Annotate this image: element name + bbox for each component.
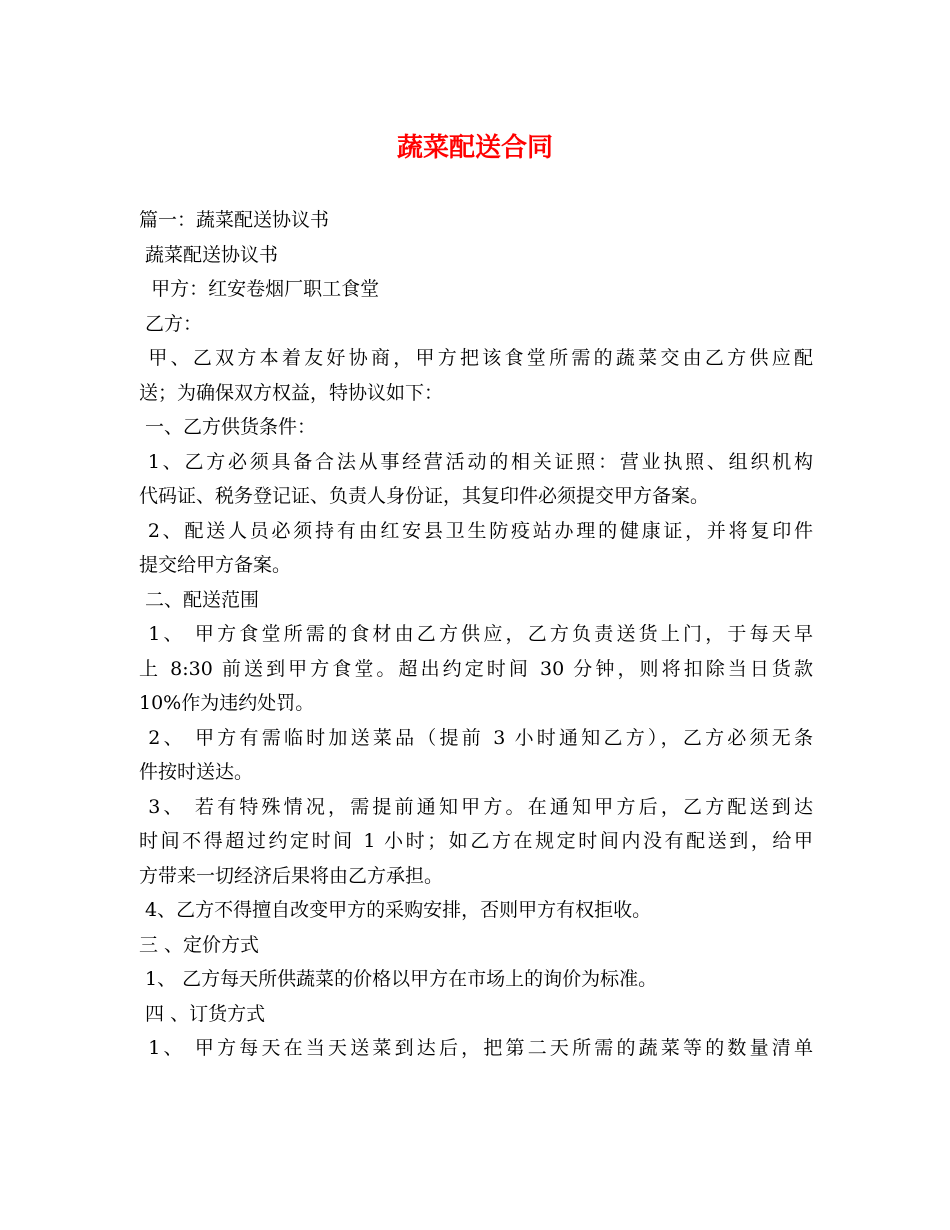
- document-title: 蔬菜配送合同: [396, 133, 553, 163]
- paragraph-line: 三 、定价方式: [139, 933, 260, 956]
- paragraph-line: 提交给甲方备案。: [139, 554, 292, 576]
- document-body: [139, 203, 813, 1066]
- paragraph-line: 蔬菜配送协议书: [139, 243, 279, 266]
- paragraph-line: 2、 甲方有需临时加送菜品（提前 3 小时通知乙方），乙方必须无条: [139, 726, 813, 749]
- paragraph-line: 1、乙方必须具备合法从事经营活动的相关证照：营业执照、组织机构: [139, 450, 813, 473]
- paragraph-line: 10%作为违约处罚。: [139, 692, 315, 714]
- paragraph-line: 四 、订货方式: [139, 1002, 266, 1025]
- paragraph-line: 一、乙方供货条件：: [139, 416, 317, 438]
- paragraph-line: 二、配送范围: [139, 588, 260, 611]
- paragraph-line: 甲、乙双方本着友好协商，甲方把该食堂所需的蔬菜交由乙方供应配: [139, 347, 813, 369]
- paragraph-line: 上 8:30 前送到甲方食堂。超出约定时间 30 分钟，则将扣除当日货款: [139, 657, 813, 680]
- paragraph-line: 1、 甲方食堂所需的食材由乙方供应，乙方负责送货上门，于每天早: [139, 623, 813, 645]
- paragraph-line: 方带来一切经济后果将由乙方承担。: [139, 864, 444, 887]
- paragraph-line: 4、乙方不得擅自改变甲方的采购安排，否则甲方有权拒收。: [139, 899, 652, 921]
- paragraph-line: 2、配送人员必须持有由红安县卫生防疫站办理的健康证，并将复印件: [139, 519, 813, 542]
- paragraph-line: 代码证、税务登记证、负责人身份证，其复印件必须提交甲方备案。: [139, 485, 710, 507]
- paragraph-line: 1、 甲方每天在当天送菜到达后，把第二天所需的蔬菜等的数量清单: [139, 1037, 813, 1059]
- paragraph-line: 篇一：蔬菜配送协议书: [139, 209, 330, 231]
- paragraph-line: 时间不得超过约定时间 1 小时；如乙方在规定时间内没有配送到，给甲: [139, 830, 813, 852]
- paragraph-line: 甲方：红安卷烟厂职工食堂: [139, 278, 380, 300]
- paragraph-line: 3、 若有特殊情况，需提前通知甲方。在通知甲方后，乙方配送到达: [139, 795, 813, 818]
- paragraph-line: 件按时送达。: [139, 761, 254, 783]
- paragraph-line: 乙方：: [139, 312, 203, 335]
- paragraph-line: 送；为确保双方权益，特协议如下：: [139, 381, 444, 404]
- paragraph-line: 1、 乙方每天所供蔬菜的价格以甲方在市场上的询价为标准。: [139, 968, 658, 990]
